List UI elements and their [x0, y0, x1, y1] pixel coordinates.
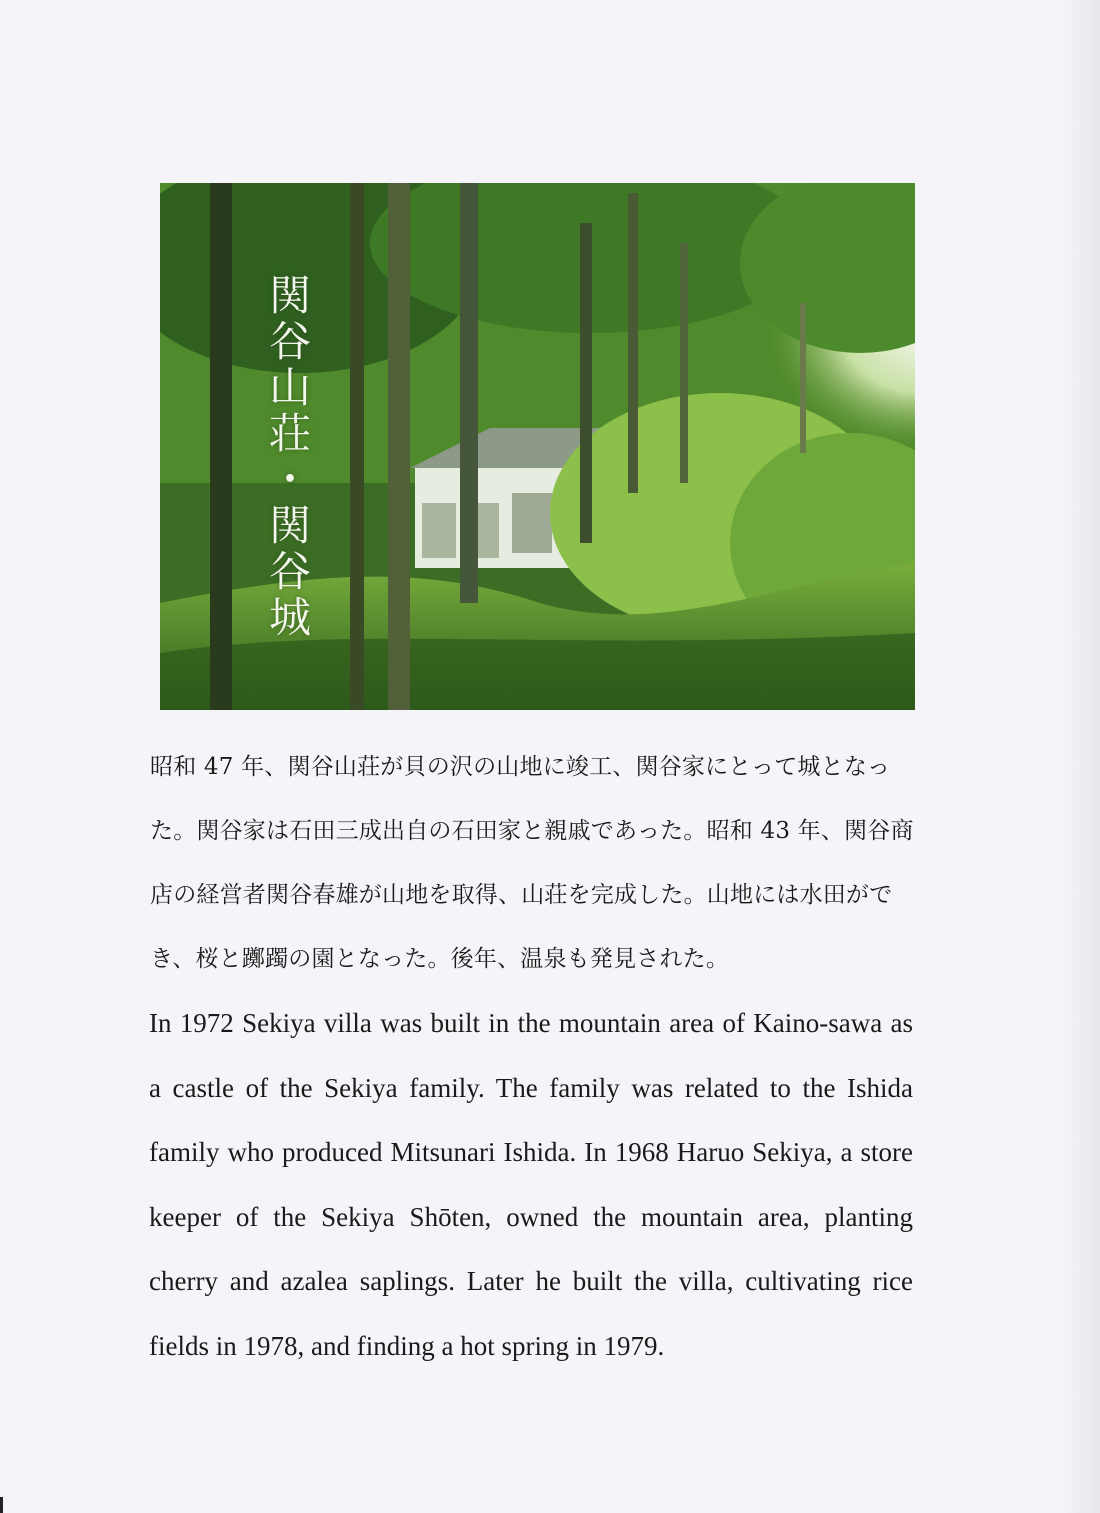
japanese-paragraph: 昭和 47 年、関谷山荘が貝の沢の山地に竣工、関谷家にとって城となった。関谷家は石田三成出自の石田家と親戚であった。昭和 43 年、関谷商店の経営者関谷春雄が山地を取得、山荘を完成した。山地には水田ができ、桜と躑躅の園となった。後年、温泉も発見された。 [150, 754, 914, 972]
english-paragraph: In 1972 Sekiya villa was built in the mountain area of Kaino-sawa as a castle of the Sekiya family. The family was related to the Ishida family who produced Mitsunari Ishida. In 1968 Haruo Sekiya, a store keeper of the Sekiya Shōten, owned the mountain area, planting cherry and azalea saplings. Later he built the villa, cultivating rice fields in 1978, and finding a hot spring in 1979. [149, 1008, 913, 1361]
scan-margin-mark [0, 1497, 3, 1513]
page-edge-shadow [1060, 0, 1100, 1513]
photo-vertical-title: 関谷山荘・関谷城 [263, 273, 312, 641]
